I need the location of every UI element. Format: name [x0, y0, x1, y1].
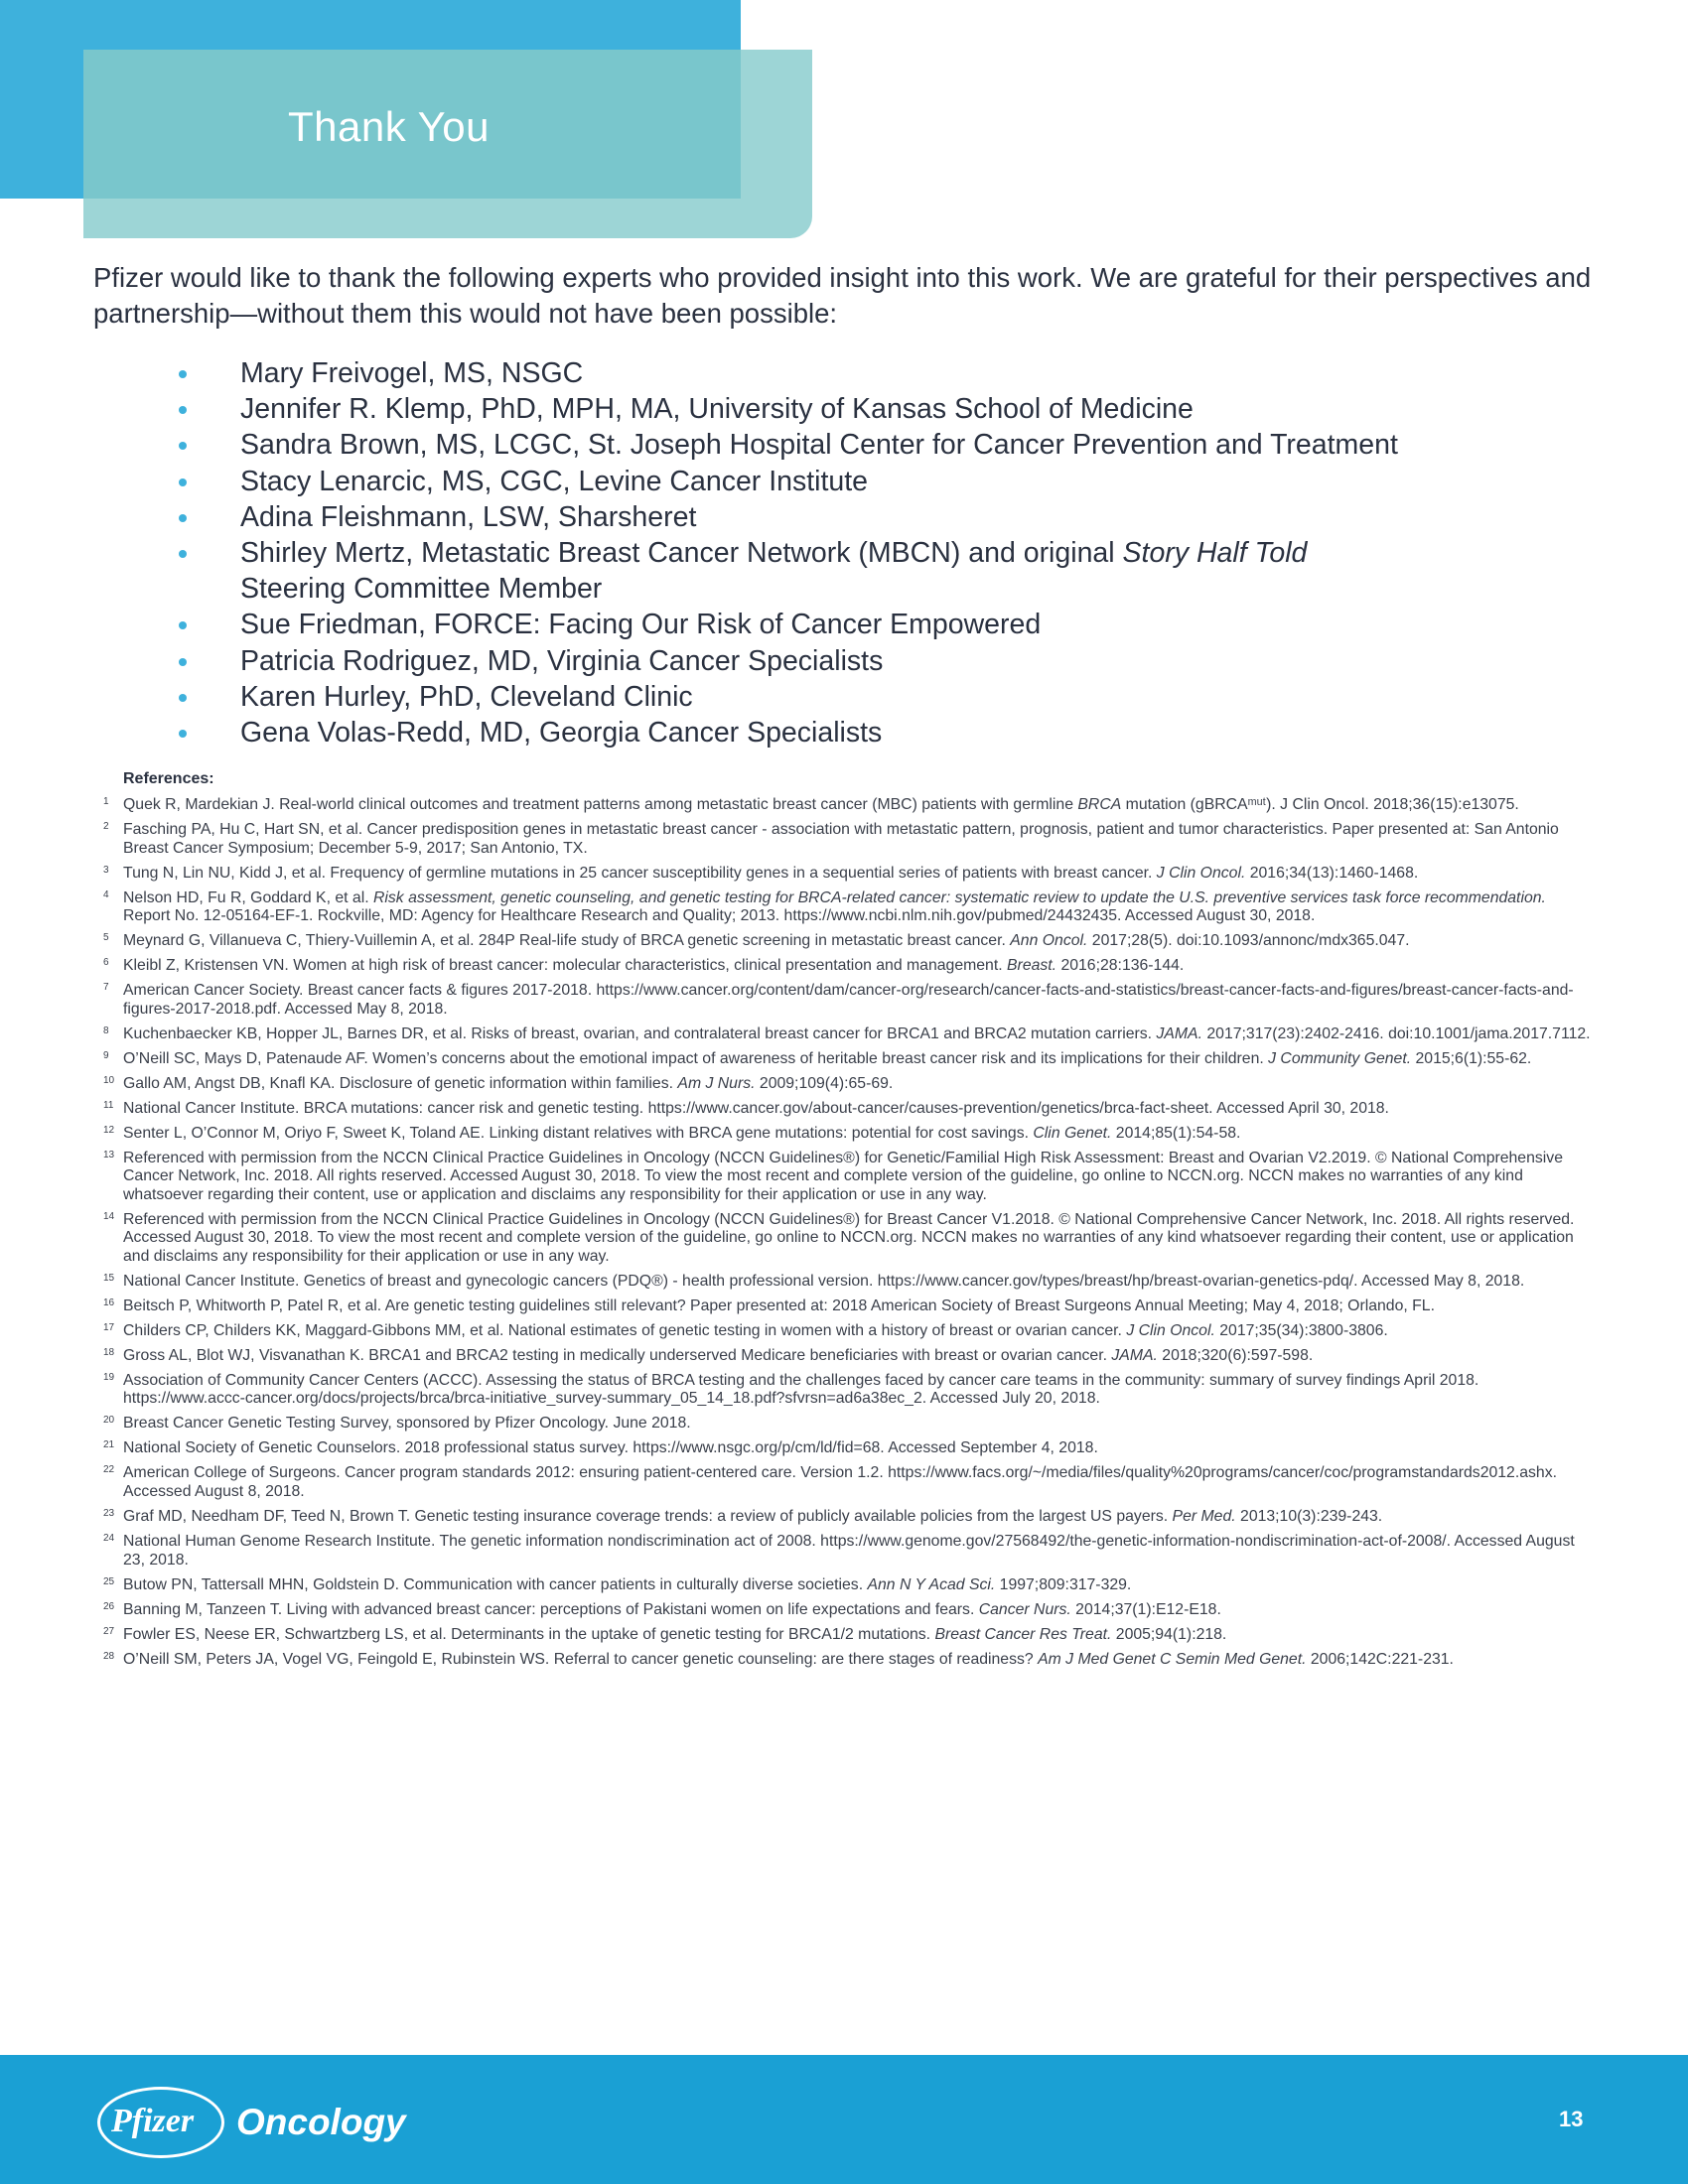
reference-item — [103, 1297, 1593, 1316]
reference-item — [103, 1372, 1593, 1409]
reference-text: Butow PN, Tattersall MHN, Goldstein D. Communication with cancer patients in culturally diverse societies. — [123, 1575, 868, 1593]
expert-item: Mary Freivogel, MS, NSGC — [179, 355, 1569, 391]
reference-text: Beitsch P, Whitworth P, Patel R, et al. Are genetic testing guidelines still relevant? Paper presented at: 2018 American Society of Breast Surgeons Annual Meeting; May 4, 2018; Orlando, FL. — [123, 1297, 1435, 1314]
reference-item — [103, 1651, 1593, 1670]
reference-journal: Am J Nurs. — [677, 1074, 756, 1092]
bullet-icon — [179, 514, 187, 522]
reference-item — [103, 1439, 1593, 1458]
reference-text-end: 2016;34(13):1460-1468. — [1245, 864, 1419, 882]
reference-journal: Breast. — [1007, 957, 1057, 975]
reference-number: 28 — [103, 1650, 115, 1662]
reference-text: Kuchenbaecker KB, Hopper JL, Barnes DR, et al. Risks of breast, ovarian, and contralateral breast cancer for BRCA1 and BRCA2 mutation carriers. — [123, 1024, 1157, 1042]
reference-text-end: 2015;6(1):55-62. — [1411, 1049, 1532, 1067]
reference-journal: JAMA. — [1111, 1346, 1158, 1364]
reference-text: Referenced with permission from the NCCN Clinical Practice Guidelines in Oncology (NCCN Guidelines®) for Genetic/Familial High Risk Assessment: Breast and Ovarian V2.2019. © National Comprehensive Cancer Network, Inc. 2018. All rights reserved. Accessed August 30, 2018. To view the most recent and complete version of the guideline, go online to NCCN.org. NCCN makes no warranties of any kind whatsoever regarding their content, use or application and disclaims any responsibility for their application or use in any way. — [123, 1149, 1563, 1203]
reference-journal: Ann N Y Acad Sci. — [867, 1575, 996, 1593]
reference-item — [103, 1100, 1593, 1119]
reference-number: 11 — [103, 1099, 114, 1111]
expert-item: Gena Volas-Redd, MD, Georgia Cancer Specialists — [179, 715, 1569, 751]
intro-paragraph: Pfizer would like to thank the following experts who provided insight into this work. We are grateful for their perspectives and partnership—without them this would not have been possible: — [93, 262, 1592, 329]
reference-text-end: 2014;37(1):E12-E18. — [1070, 1600, 1221, 1618]
reference-text: Gross AL, Blot WJ, Visvanathan K. BRCA1 and BRCA2 testing in medically underserved Medicare beneficiaries with breast or ovarian cancer. — [123, 1346, 1112, 1364]
reference-text: Childers CP, Childers KK, Maggard-Gibbons MM, et al. National estimates of genetic testing in women with a history of breast or ovarian cancer. — [123, 1321, 1127, 1339]
reference-text: National Human Genome Research Institute. The genetic information nondiscrimination act of 2008. https://www.genome.gov/27568492/the-genetic-information-nondiscrimination-act-of-2008/. Accessed August 23, 2018. — [123, 1532, 1575, 1569]
reference-item — [103, 1150, 1593, 1205]
reference-text-end: 2009;109(4):65-69. — [755, 1074, 894, 1092]
reference-text: Gallo AM, Angst DB, Knafl KA. Disclosure of genetic information within families. — [123, 1074, 678, 1092]
bullet-icon — [179, 550, 187, 558]
reference-number: 1 — [103, 796, 109, 807]
reference-text: American Cancer Society. Breast cancer facts & figures 2017-2018. https://www.cancer.org/content/dam/cancer-org/research/cancer-facts-and-statistics/breast-cancer-facts-and-figures/breast-cancer-facts-and-figures-2017-2018.pdf. Accessed May 8, 2018. — [123, 982, 1574, 1018]
reference-journal: Breast Cancer Res Treat. — [934, 1625, 1112, 1643]
reference-text-end: Report No. 12-05164-EF-1. Rockville, MD: Agency for Healthcare Research and Quality; 2013. https://www.ncbi.nlm.nih.gov/pubmed/24432435. Accessed August 30, 2018. — [123, 907, 1316, 925]
reference-number: 23 — [103, 1508, 115, 1519]
reference-number: 6 — [103, 957, 109, 969]
reference-journal: BRCA — [1077, 796, 1122, 813]
reference-text: Fasching PA, Hu C, Hart SN, et al. Cancer predisposition genes in metastatic breast cancer - association with metastatic pattern, prognosis, patient and tumor characteristics. Paper presented at: San Antonio Breast Cancer Symposium; December 5-9, 2017; San Antonio, TX. — [123, 820, 1559, 857]
bullet-icon — [179, 730, 187, 738]
reference-journal: Per Med. — [1172, 1508, 1236, 1525]
reference-item — [103, 865, 1593, 884]
expert-item: Adina Fleishmann, LSW, Sharsheret — [179, 499, 1569, 535]
reference-number: 19 — [103, 1371, 115, 1383]
expert-item: Jennifer R. Klemp, PhD, MPH, MA, University of Kansas School of Medicine — [179, 391, 1569, 427]
bullet-icon — [179, 406, 187, 414]
reference-item — [103, 932, 1593, 951]
references-list — [103, 796, 1593, 1676]
reference-item — [103, 1626, 1593, 1645]
reference-number: 17 — [103, 1321, 115, 1333]
bullet-icon — [179, 658, 187, 666]
reference-text: Quek R, Mardekian J. Real-world clinical outcomes and treatment patterns among metastatic breast cancer (MBC) patients with germline — [123, 796, 1078, 813]
reference-journal: J Clin Oncol. — [1156, 864, 1246, 882]
expert-item: Sandra Brown, MS, LCGC, St. Joseph Hospital Center for Cancer Prevention and Treatment — [179, 427, 1569, 463]
reference-item — [103, 1322, 1593, 1341]
reference-journal: Am J Med Genet C Semin Med Genet. — [1038, 1650, 1307, 1668]
reference-item — [103, 889, 1593, 926]
reference-journal: J Community Genet. — [1268, 1049, 1412, 1067]
reference-number: 13 — [103, 1149, 115, 1160]
reference-item — [103, 796, 1593, 815]
reference-text-end: 2018;320(6):597-598. — [1157, 1346, 1314, 1364]
reference-item — [103, 1025, 1593, 1044]
reference-text: Fowler ES, Neese ER, Schwartzberg LS, et al. Determinants in the uptake of genetic testing for BRCA1/2 mutations. — [123, 1625, 935, 1643]
reference-number: 14 — [103, 1210, 115, 1222]
reference-text: O’Neill SC, Mays D, Patenaude AF. Women’s concerns about the emotional impact of awareness of heritable breast cancer risk and its implications for their children. — [123, 1049, 1269, 1067]
bullet-icon — [179, 694, 187, 702]
reference-number: 9 — [103, 1049, 109, 1061]
expert-item: Karen Hurley, PhD, Cleveland Clinic — [179, 679, 1569, 715]
reference-journal: Cancer Nurs. — [978, 1600, 1071, 1618]
reference-text-end: 2014;85(1):54-58. — [1111, 1124, 1241, 1142]
bullet-icon — [179, 370, 187, 378]
reference-text-end: mutation (gBRCAᵐᵘᵗ). J Clin Oncol. 2018;36(15):e13075. — [1121, 796, 1519, 813]
reference-number: 5 — [103, 932, 109, 944]
reference-number: 21 — [103, 1439, 115, 1451]
logo-division: Oncology — [236, 2102, 406, 2142]
reference-number: 24 — [103, 1532, 115, 1544]
reference-text: Association of Community Cancer Centers (ACCC). Assessing the status of BRCA testing and the challenges faced by cancer care teams in the community: summary of survey findings April 2018. https://www.accc-cancer.org/docs/projects/brca/brca-initiative_survey-summary_05_14_18.pdf?sfvrsn=ad6a38ec_2. Accessed July 20, 2018. — [123, 1371, 1479, 1408]
page-title: Thank You — [288, 103, 491, 150]
reference-text: Tung N, Lin NU, Kidd J, et al. Frequency of germline mutations in 25 cancer susceptibility genes in a sequential series of patients with breast cancer. — [123, 864, 1157, 882]
reference-text: National Cancer Institute. BRCA mutations: cancer risk and genetic testing. https://www.cancer.gov/about-cancer/causes-prevention/genetics/brca-fact-sheet. Accessed April 30, 2018. — [123, 1099, 1389, 1117]
reference-text: National Cancer Institute. Genetics of breast and gynecologic cancers (PDQ®) - health professional version. https://www.cancer.gov/types/breast/hp/breast-ovarian-genetics-pdq/. Accessed May 8, 2018. — [123, 1272, 1525, 1290]
expert-item: Stacy Lenarcic, MS, CGC, Levine Cancer Institute — [179, 464, 1569, 499]
reference-text: Meynard G, Villanueva C, Thiery-Vuillemin A, et al. 284P Real-life study of BRCA genetic screening in metastatic breast cancer. — [123, 932, 1011, 950]
reference-number: 2 — [103, 820, 109, 832]
references-heading: References: — [123, 770, 214, 787]
reference-journal: J Clin Oncol. — [1126, 1321, 1215, 1339]
logo-brand: Pfizer — [111, 2103, 195, 2139]
reference-item — [103, 1576, 1593, 1595]
reference-number: 27 — [103, 1625, 115, 1637]
reference-item — [103, 982, 1593, 1019]
reference-item — [103, 1050, 1593, 1069]
reference-text-end: 2005;94(1):218. — [1111, 1625, 1227, 1643]
reference-item — [103, 957, 1593, 976]
reference-item — [103, 1601, 1593, 1620]
reference-text: Nelson HD, Fu R, Goddard K, et al. — [123, 888, 373, 906]
reference-item — [103, 1347, 1593, 1366]
reference-item — [103, 821, 1593, 858]
page-number: 13 — [1559, 2107, 1584, 2131]
reference-number: 26 — [103, 1600, 115, 1612]
reference-number: 18 — [103, 1346, 115, 1358]
reference-text: Referenced with permission from the NCCN Clinical Practice Guidelines in Oncology (NCCN Guidelines®) for Breast Cancer V1.2018. © National Comprehensive Cancer Network, Inc. 2018. All rights reserved. Accessed August 30, 2018. To view the most recent and complete version of the guideline, go online to NCCN.org. NCCN makes no warranties of any kind whatsoever regarding their content, use or application and disclaims any responsibility for their application or use in any way. — [123, 1210, 1575, 1265]
reference-text: Graf MD, Needham DF, Teed N, Brown T. Genetic testing insurance coverage trends: a review of publicly available policies from the largest US payers. — [123, 1508, 1173, 1525]
reference-item — [103, 1273, 1593, 1292]
bullet-icon — [179, 442, 187, 450]
reference-item — [103, 1464, 1593, 1501]
reference-number: 7 — [103, 982, 109, 994]
reference-text-end: 1997;809:317-329. — [995, 1575, 1132, 1593]
reference-text-end: 2013;10(3):239-243. — [1235, 1508, 1383, 1525]
reference-number: 10 — [103, 1074, 115, 1086]
reference-item — [103, 1533, 1593, 1570]
expert-item: Sue Friedman, FORCE: Facing Our Risk of Cancer Empowered — [179, 607, 1569, 642]
reference-number: 8 — [103, 1024, 109, 1036]
reference-text-end: 2017;317(23):2402-2416. doi:10.1001/jama.2017.7112. — [1201, 1024, 1591, 1042]
reference-journal: Risk assessment, genetic counseling, and genetic testing for BRCA-related cancer: systematic review to update the U.S. preventive services task force recommendation. — [372, 888, 1546, 906]
reference-text: Kleibl Z, Kristensen VN. Women at high risk of breast cancer: molecular characteristics, clinical presentation and management. — [123, 957, 1008, 975]
reference-item — [103, 1415, 1593, 1433]
reference-number: 22 — [103, 1464, 115, 1476]
bullet-icon — [179, 478, 187, 486]
reference-text-end: 2006;142C:221-231. — [1306, 1650, 1454, 1668]
reference-number: 12 — [103, 1124, 115, 1136]
reference-journal: Clin Genet. — [1033, 1124, 1112, 1142]
reference-number: 4 — [103, 888, 109, 900]
reference-number: 25 — [103, 1575, 115, 1587]
experts-list — [179, 355, 1569, 751]
reference-item — [103, 1508, 1593, 1527]
reference-number: 3 — [103, 864, 109, 876]
expert-item: Patricia Rodriguez, MD, Virginia Cancer Specialists — [179, 643, 1569, 679]
reference-number: 15 — [103, 1272, 115, 1284]
reference-text: Banning M, Tanzeen T. Living with advanced breast cancer: perceptions of Pakistani women on life expectations and fears. — [123, 1600, 979, 1618]
reference-item — [103, 1211, 1593, 1267]
reference-item — [103, 1075, 1593, 1094]
reference-item — [103, 1125, 1593, 1144]
reference-journal: Ann Oncol. — [1010, 932, 1088, 950]
reference-text-end: 2017;28(5). doi:10.1093/annonc/mdx365.047. — [1087, 932, 1410, 950]
reference-text: Breast Cancer Genetic Testing Survey, sponsored by Pfizer Oncology. June 2018. — [123, 1415, 691, 1433]
reference-number: 16 — [103, 1297, 115, 1308]
reference-text: National Society of Genetic Counselors. 2018 professional status survey. https://www.nsgc.org/p/cm/ld/fid=68. Accessed September 4, 2018. — [123, 1439, 1098, 1457]
reference-text: American College of Surgeons. Cancer program standards 2012: ensuring patient-centered care. Version 1.2. https://www.facs.org/~/media/files/quality%20programs/cancer/coc/programstandards2012.ashx. Accessed August 8, 2018. — [123, 1464, 1557, 1501]
reference-journal: JAMA. — [1156, 1024, 1202, 1042]
reference-number: 20 — [103, 1415, 115, 1427]
reference-text: Senter L, O’Connor M, Oriyo F, Sweet K, Toland AE. Linking distant relatives with BRCA gene mutations: potential for cost savings. — [123, 1124, 1034, 1142]
expert-item: Shirley Mertz, Metastatic Breast Cancer Network (MBCN) and original Story Half Told Steering Committee Member — [179, 535, 1569, 607]
reference-text: O’Neill SM, Peters JA, Vogel VG, Feingold E, Rubinstein WS. Referral to cancer genetic counseling: are there stages of readiness? — [123, 1650, 1039, 1668]
bullet-icon — [179, 621, 187, 629]
reference-text-end: 2016;28:136-144. — [1056, 957, 1185, 975]
reference-text-end: 2017;35(34):3800-3806. — [1214, 1321, 1388, 1339]
